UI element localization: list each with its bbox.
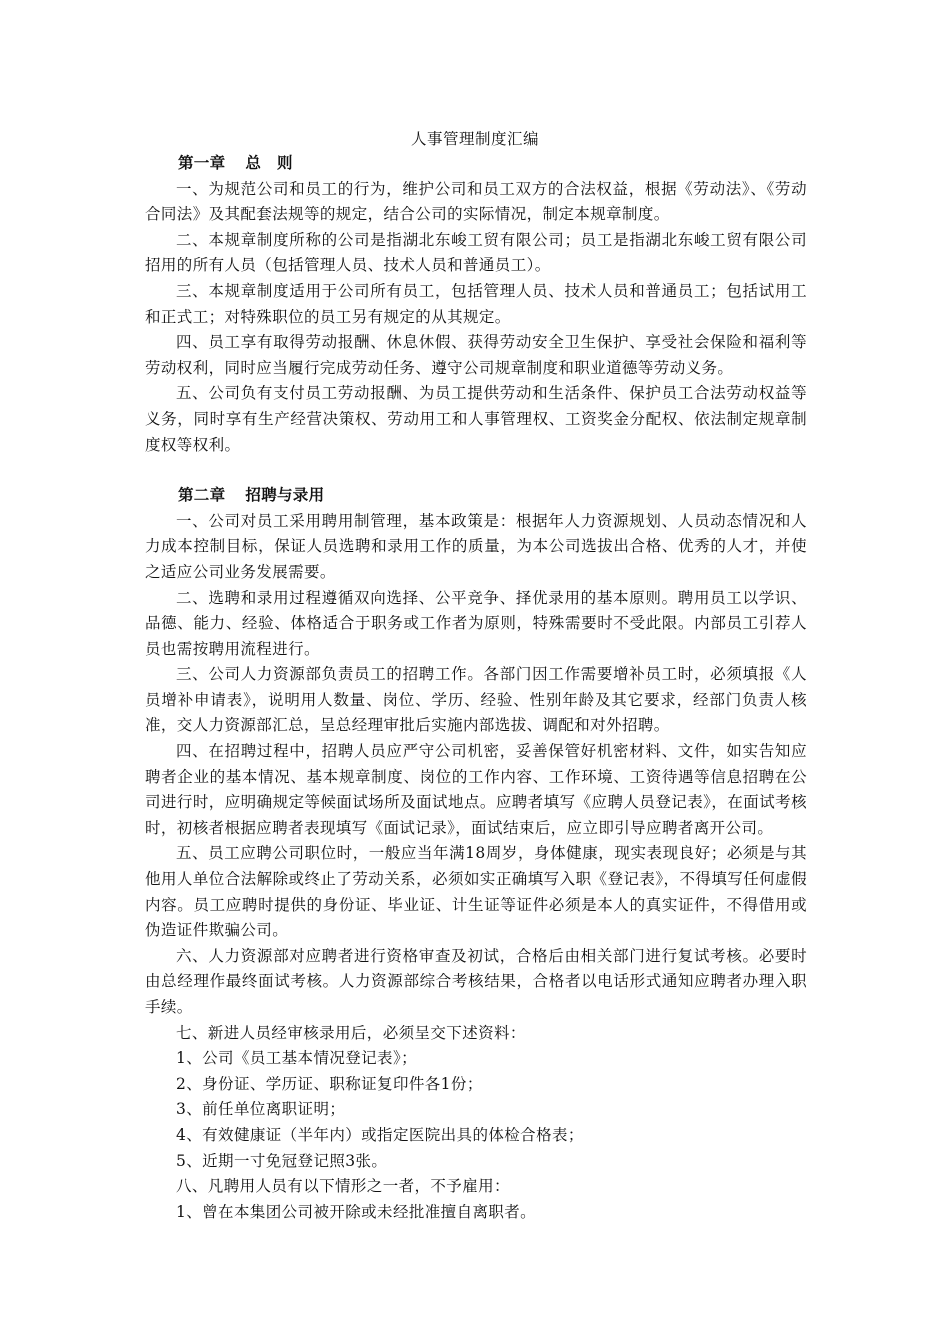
document-title: 人事管理制度汇编 — [410, 130, 539, 148]
chapter-2-paragraph-3: 三、公司人力资源部负责员工的招聘工作。各部门因工作需要增补员工时，必须填报《人员增补申请表》，说明用人数量、岗位、学历、经验、性别年龄及其它要求，经部门负责人核准，交人力资源部汇总，呈总经理审批后实施内部选拔、调配和对外招聘。 — [145, 665, 807, 735]
chapter-1-paragraph-3: 三、本规章制度适用于公司所有员工，包括管理人员、技术人员和普通员工；包括试用工和正式工；对特殊职位的员工另有规定的从其规定。 — [145, 281, 807, 326]
list-item: 2、身份证、学历证、职称证复印件各1份； — [176, 1074, 483, 1093]
chapter-1-title: 总 则 — [245, 154, 293, 172]
list-item: 4、有效健康证（半年内）或指定医院出具的体检合格表； — [176, 1125, 584, 1144]
chapter-1-paragraph-5: 五、公司负有支付员工劳动报酬、为员工提供劳动和生活条件、保护员工合法劳动权益等义务，同时享有生产经营决策权、劳动用工和人事管理权、工资奖金分配权、依法制定规章制度权等权利。 — [145, 384, 807, 454]
list-item: 1、曾在本集团公司被开除或未经批准擅自离职者。 — [176, 1202, 537, 1221]
chapter-2-paragraph-7: 七、新进人员经审核录用后，必须呈交下述资料： — [176, 1023, 526, 1042]
chapter-2-paragraph-8: 八、凡聘用人员有以下情形之一者，不予雇用： — [176, 1177, 510, 1196]
chapter-1-paragraph-1: 一、为规范公司和员工的行为，维护公司和员工双方的合法权益，根据《劳动法》、《劳动合同法》及其配套法规等的规定，结合公司的实际情况，制定本规章制度。 — [145, 179, 807, 224]
list-item: 1、公司《员工基本情况登记表》； — [176, 1049, 418, 1068]
list-item: 5、近期一寸免冠登记照3张。 — [176, 1151, 388, 1170]
chapter-2-heading — [145, 483, 807, 509]
chapter-2-paragraph-6: 六、人力资源部对应聘者进行资格审查及初试，合格后由相关部门进行复试考核。必要时由总经理作最终面试考核。人力资源部综合考核结果，合格者以电话形式通知应聘者办理入职手续。 — [145, 946, 807, 1016]
list-item: 3、前任单位离职证明； — [176, 1100, 346, 1119]
chapter-1-paragraph-4: 四、员工享有取得劳动报酬、休息休假、获得劳动安全卫生保护、享受社会保险和福利等劳动权利，同时应当履行完成劳动任务、遵守公司规章制度和职业道德等劳动义务。 — [145, 333, 807, 377]
chapter-2-paragraph-1: 一、公司对员工采用聘用制管理，基本政策是：根据年人力资源规划、人员动态情况和人力成本控制目标，保证人员选聘和录用工作的质量，为本公司选拔出合格、优秀的人才，并使之适应公司业务发展需要。 — [145, 511, 807, 581]
chapter-1-paragraph-2: 二、本规章制度所称的公司是指湖北东峻工贸有限公司；员工是指湖北东峻工贸有限公司招用的所有人员（包括管理人员、技术人员和普通员工）。 — [145, 230, 807, 275]
document-body — [145, 151, 807, 1225]
chapter-spacer — [145, 458, 807, 483]
chapter-2-paragraph-4: 四、在招聘过程中，招聘人员应严守公司机密，妥善保管好机密材料、文件，如实告知应聘者企业的基本情况、基本规章制度、岗位的工作内容、工作环境、工资待遇等信息招聘在公司进行时，应明确规定等候面试场所及面试地点。应聘者填写《应聘人员登记表》，在面试考核时，初核者根据应聘者表现填写《面试记录》，面试结束后，应立即引导应聘者离开公司。 — [145, 742, 807, 837]
chapter-2-title: 招聘与录用 — [245, 486, 325, 505]
chapter-1-number: 第一章 — [178, 154, 226, 172]
chapter-2-number: 第二章 — [178, 486, 226, 505]
chapter-1-heading — [145, 151, 807, 177]
chapter-2-paragraph-5: 五、员工应聘公司职位时，一般应当年满18周岁，身体健康，现实表现良好；必须是与其他用人单位合法解除或终止了劳动关系，必须如实正确填写入职《登记表》，不得填写任何虚假内容。员工应聘时提供的身份证、毕业证、计生证等证件必须是本人的真实证件，不得借用或伪造证件欺骗公司。 — [145, 844, 807, 940]
chapter-2-paragraph-2: 二、选聘和录用过程遵循双向选择、公平竞争、择优录用的基本原则。聘用员工以学识、品德、能力、经验、体格适合于职务或工作者为原则，特殊需要时不受此限。内部员工引荐人员也需按聘用流程进行。 — [145, 588, 807, 658]
